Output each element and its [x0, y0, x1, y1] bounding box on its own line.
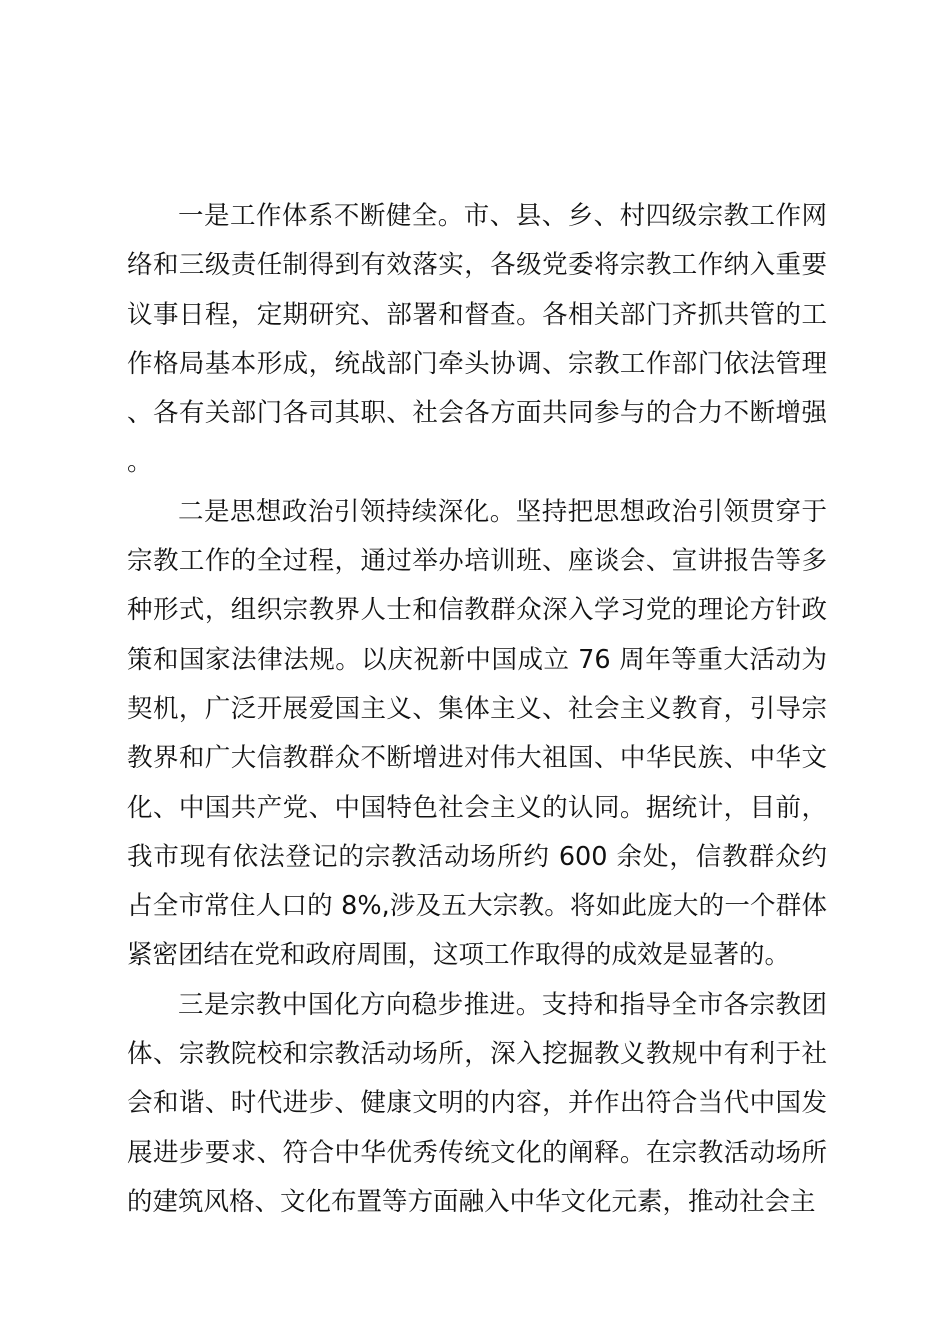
document-body: [127, 192, 827, 1227]
paragraph-work-system: 一是工作体系不断健全。市、县、乡、村四级宗教工作网络和三级责任制得到有效落实，各级党委将宗教工作纳入重要议事日程，定期研究、部署和督查。各相关部门齐抓共管的工作格局基本形成，统战部门牵头协调、宗教工作部门依法管理、各有关部门各司其职、社会各方面共同参与的合力不断增强。: [127, 201, 827, 478]
paragraph-ideological-guidance: 二是思想政治引领持续深化。坚持把思想政治引领贯穿于宗教工作的全过程，通过举办培训班、座谈会、宣讲报告等多种形式，组织宗教界人士和信教群众深入学习党的理论方针政策和国家法律法规。以庆祝新中国成立 76 周年等重大活动为契机，广泛开展爱国主义、集体主义、社会主义教育，引导宗教界和广大信教群众不断增进对伟大祖国、中华民族、中华文化、中国共产党、中国特色社会主义的认同。据统计，目前，我市现有依法登记的宗教活动场所约 600 余处，信教群众约占全市常住人口的 8%,涉及五大宗教。将如此庞大的一个群体紧密团结在党和政府周围，这项工作取得的成效是显著的。: [127, 496, 827, 971]
paragraph-sinicization: 三是宗教中国化方向稳步推进。支持和指导全市各宗教团体、宗教院校和宗教活动场所，深入挖掘教义教规中有利于社会和谐、时代进步、健康文明的内容，并作出符合当代中国发展进步要求、符合中华优秀传统文化的阐释。在宗教活动场所的建筑风格、文化布置等方面融入中华文化元素，推动社会主: [127, 989, 827, 1217]
